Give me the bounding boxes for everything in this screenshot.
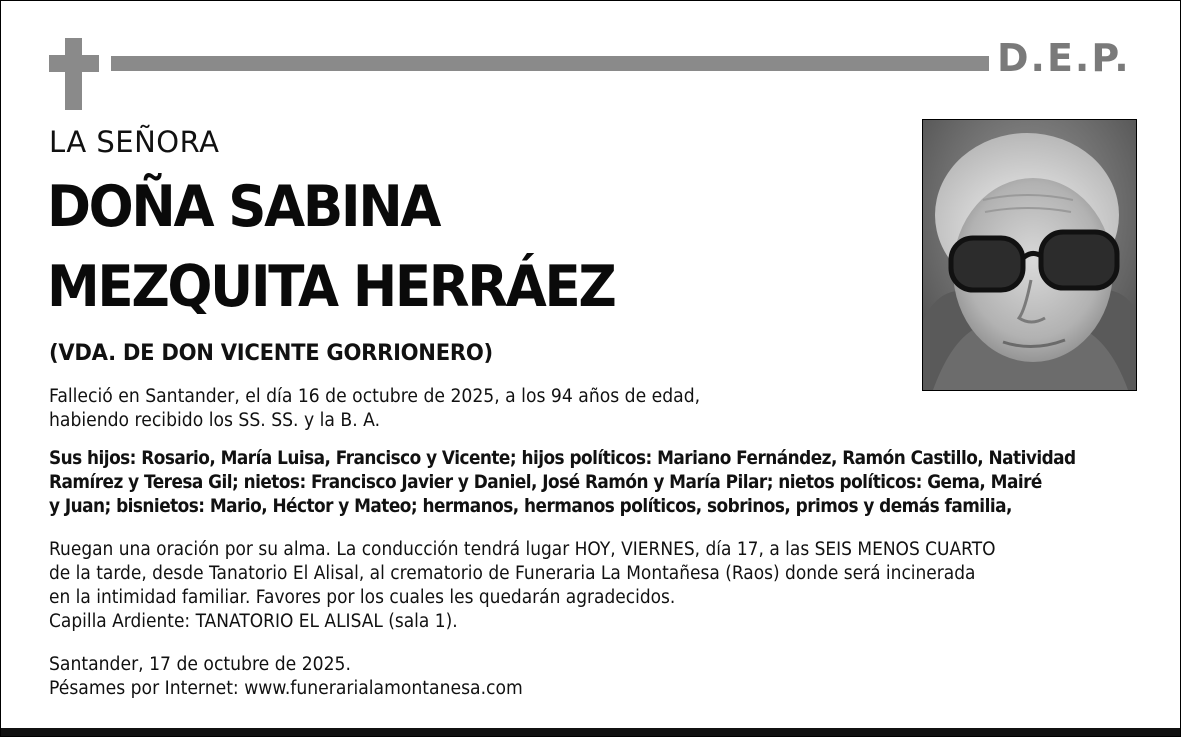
- death-line: Falleció en Santander, el día 16 de octubre de 2025, a los 94 años de edad,: [49, 386, 701, 407]
- deceased-title: LA SEÑORA: [49, 125, 220, 159]
- place-date: Santander, 17 de octubre de 2025.: [49, 654, 351, 675]
- service-line: Capilla Ardiente: TANATORIO EL ALISAL (sala 1).: [49, 611, 458, 632]
- closing: [49, 653, 523, 701]
- death-line: habiendo recibido los SS. SS. y la B. A.: [49, 410, 381, 431]
- service-line: Ruegan una oración por su alma. La conducción tendrá lugar HOY, VIERNES, día 17, a las SEIS MENOS CUARTO: [49, 539, 996, 560]
- bottom-border: [1, 728, 1180, 736]
- dep-label: D.E.P.: [997, 36, 1131, 80]
- service-line: de la tarde, desde Tanatorio El Alisal, al crematorio de Funeraria La Montañesa (Raos) donde será incinerada: [49, 563, 976, 584]
- deceased-name-line2: MEZQUITA HERRÁEZ: [47, 254, 615, 320]
- family-line: y Juan; bisnietos: Mario, Héctor y Mateo; hermanos, hermanos políticos, sobrinos, primos y demás familia,: [49, 495, 1012, 517]
- service-details: [49, 538, 996, 634]
- family-line: Sus hijos: Rosario, María Luisa, Francisco y Vicente; hijos políticos: Mariano Fernández, Ramón Castillo, Natividad: [49, 447, 1076, 469]
- deceased-portrait: [922, 119, 1137, 391]
- family-list: [49, 446, 1076, 518]
- widow-of: (VDA. DE DON VICENTE GORRIONERO): [49, 341, 493, 366]
- deceased-name-line1: DOÑA SABINA: [47, 174, 440, 240]
- death-notice: [49, 385, 700, 433]
- family-line: Ramírez y Teresa Gil; nietos: Francisco Javier y Daniel, José Ramón y María Pilar; nietos políticos: Gema, Mairé: [49, 471, 1042, 493]
- header-rule: [111, 56, 989, 71]
- service-line: en la intimidad familiar. Favores por los cuales les quedarán agradecidos.: [49, 587, 676, 608]
- latin-cross-icon: [49, 38, 99, 110]
- condolences-website: Pésames por Internet: www.funerarialamontanesa.com: [49, 678, 523, 699]
